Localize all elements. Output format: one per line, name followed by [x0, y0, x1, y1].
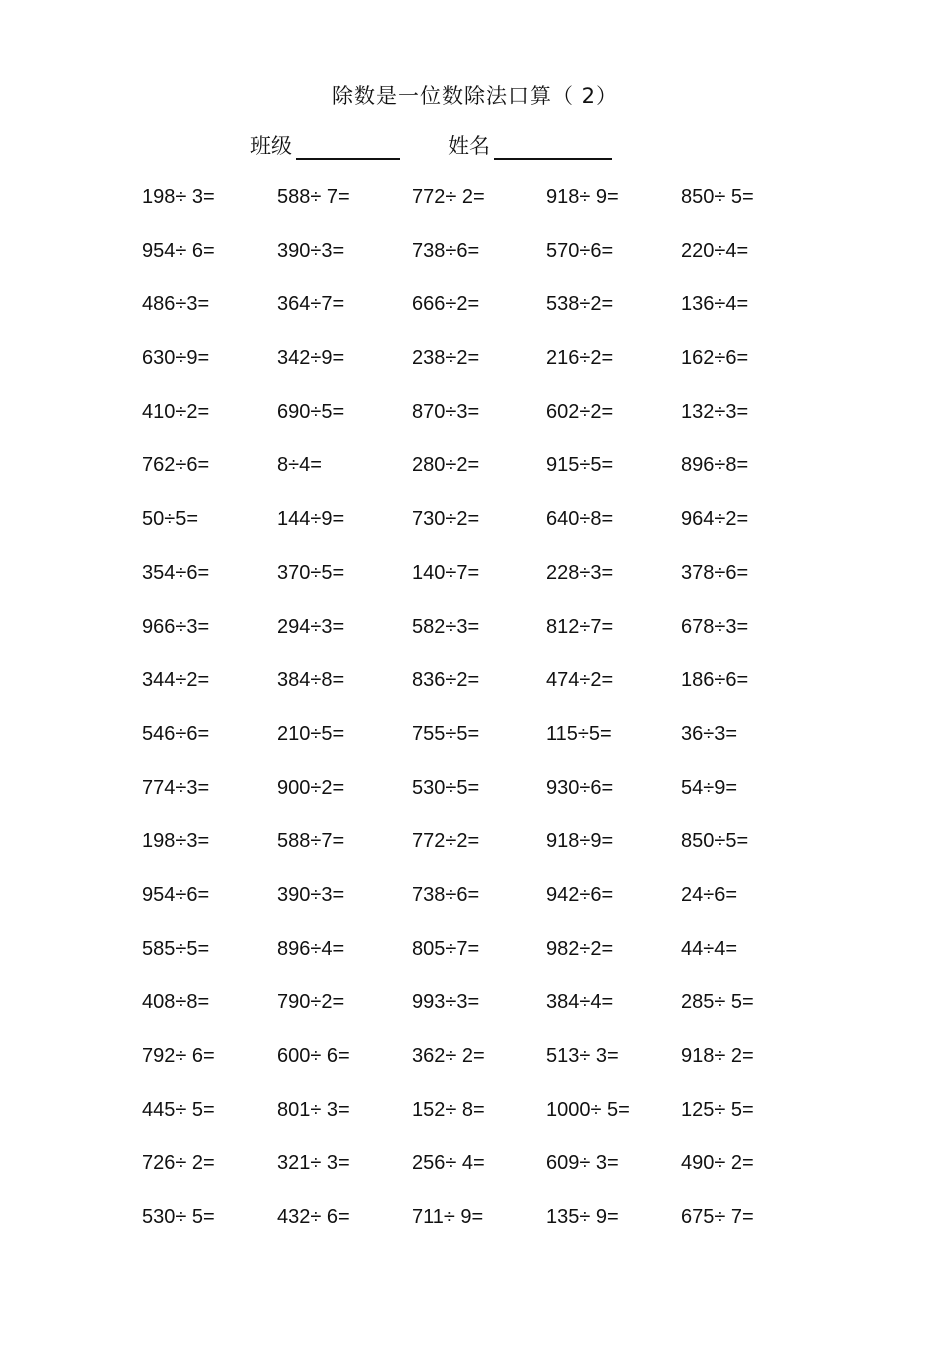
division-problem: 474÷2=	[546, 669, 614, 692]
division-problem: 582÷3=	[412, 615, 480, 638]
division-problem: 294÷3=	[277, 615, 345, 638]
division-problem: 364÷7=	[277, 293, 345, 316]
division-problem: 546÷6=	[142, 722, 210, 745]
division-problem: 432÷ 6=	[277, 1206, 350, 1229]
division-problem: 792÷ 6=	[142, 1045, 215, 1067]
division-problem: 726÷ 2=	[142, 1152, 215, 1175]
division-problem: 280÷2=	[412, 454, 480, 477]
division-problem: 390÷3=	[277, 239, 345, 262]
division-problem: 993÷3=	[412, 991, 480, 1014]
division-problem: 918÷ 2=	[681, 1045, 754, 1067]
division-problem: 228÷3=	[546, 561, 614, 584]
division-problem: 362÷ 2=	[412, 1045, 485, 1067]
division-problem: 609÷ 3=	[546, 1152, 619, 1175]
division-problem: 384÷4=	[546, 991, 614, 1014]
division-problem: 900÷2=	[277, 776, 345, 799]
division-problem: 930÷6=	[546, 776, 614, 799]
division-problem: 772÷2=	[412, 830, 480, 853]
division-problem: 410÷2=	[142, 400, 210, 423]
division-problem: 486÷3=	[142, 293, 210, 316]
division-problem: 666÷2=	[412, 293, 480, 316]
division-problem: 256÷ 4=	[412, 1152, 485, 1175]
division-problem: 210÷5=	[277, 722, 345, 745]
division-problem: 50÷5=	[142, 508, 199, 531]
division-problem: 755÷5=	[412, 722, 480, 745]
division-problem: 140÷7=	[412, 561, 480, 584]
division-problem: 132÷3=	[681, 400, 749, 423]
division-problem: 125÷ 5=	[681, 1098, 754, 1121]
division-problem: 964÷2=	[681, 508, 749, 531]
division-problem: 896÷4=	[277, 937, 345, 960]
division-problem: 54÷9=	[681, 776, 738, 799]
division-problem: 152÷ 8=	[412, 1098, 485, 1121]
division-problem: 513÷ 3=	[546, 1045, 619, 1067]
division-problem: 870÷3=	[412, 400, 480, 423]
division-problem: 954÷ 6=	[142, 239, 215, 262]
division-problem: 966÷3=	[142, 615, 210, 638]
division-problem: 216÷2=	[546, 347, 614, 370]
division-problem: 774÷3=	[142, 776, 210, 799]
name-label: 姓名	[448, 134, 490, 158]
division-problem: 836÷2=	[412, 669, 480, 692]
division-problem: 850÷5=	[681, 830, 749, 853]
division-problem: 730÷2=	[412, 508, 480, 531]
division-problem: 588÷ 7=	[277, 186, 350, 208]
division-problem: 711÷ 9=	[412, 1206, 484, 1229]
division-problem: 918÷9=	[546, 830, 614, 853]
division-problem: 801÷ 3=	[277, 1098, 350, 1121]
division-problem: 812÷7=	[546, 615, 614, 638]
division-problem: 602÷2=	[546, 400, 614, 423]
division-problem: 344÷2=	[142, 669, 210, 692]
division-problem: 630÷9=	[142, 347, 210, 370]
division-problem: 198÷ 3=	[142, 186, 215, 208]
division-problem: 678÷3=	[681, 615, 749, 638]
division-problem: 600÷ 6=	[277, 1045, 350, 1067]
division-problem: 942÷6=	[546, 883, 614, 906]
division-problem: 918÷ 9=	[546, 186, 619, 208]
division-problem: 36÷3=	[681, 722, 738, 745]
class-label: 班级	[250, 134, 292, 158]
division-problem: 538÷2=	[546, 293, 614, 316]
division-problem: 850÷ 5=	[681, 186, 754, 208]
division-problem: 384÷8=	[277, 669, 345, 692]
division-problem: 445÷ 5=	[142, 1098, 215, 1121]
division-problem: 570÷6=	[546, 239, 614, 262]
division-problem: 8÷4=	[277, 454, 322, 477]
division-problem: 408÷8=	[142, 991, 210, 1014]
problem-grid	[142, 180, 816, 1254]
division-problem: 238÷2=	[412, 347, 480, 370]
division-problem: 762÷6=	[142, 454, 210, 477]
division-problem: 321÷ 3=	[277, 1152, 350, 1175]
division-problem: 285÷ 5=	[681, 991, 754, 1014]
division-problem: 982÷2=	[546, 937, 614, 960]
division-problem: 585÷5=	[142, 937, 210, 960]
division-problem: 738÷6=	[412, 239, 480, 262]
division-problem: 588÷7=	[277, 830, 345, 853]
class-blank-line	[296, 134, 400, 160]
division-problem: 220÷4=	[681, 239, 749, 262]
division-problem: 186÷6=	[681, 669, 749, 692]
division-problem: 390÷3=	[277, 883, 345, 906]
division-problem: 805÷7=	[412, 937, 480, 960]
division-problem: 1000÷ 5=	[546, 1098, 630, 1121]
division-problem: 675÷ 7=	[681, 1206, 754, 1229]
division-problem: 690÷5=	[277, 400, 345, 423]
division-problem: 144÷9=	[277, 508, 345, 531]
name-blank-line	[494, 134, 612, 160]
division-problem: 896÷8=	[681, 454, 749, 477]
division-problem: 198÷3=	[142, 830, 210, 853]
division-problem: 790÷2=	[277, 991, 345, 1014]
division-problem: 640÷8=	[546, 508, 614, 531]
division-problem: 162÷6=	[681, 347, 749, 370]
division-problem: 135÷ 9=	[546, 1206, 619, 1229]
division-problem: 342÷9=	[277, 347, 345, 370]
division-problem: 490÷ 2=	[681, 1152, 754, 1175]
division-problem: 136÷4=	[681, 293, 749, 316]
student-info	[250, 130, 612, 160]
division-problem: 378÷6=	[681, 561, 749, 584]
division-problem: 530÷5=	[412, 776, 480, 799]
division-problem: 530÷ 5=	[142, 1206, 215, 1229]
division-problem: 738÷6=	[412, 883, 480, 906]
page-title: 除数是一位数除法口算（ 2）	[331, 84, 619, 108]
division-problem: 24÷6=	[681, 883, 738, 906]
division-problem: 44÷4=	[681, 937, 738, 960]
division-problem: 954÷6=	[142, 883, 210, 906]
division-problem: 772÷ 2=	[412, 186, 485, 208]
division-problem: 115÷5=	[546, 722, 612, 745]
division-problem: 370÷5=	[277, 561, 345, 584]
division-problem: 915÷5=	[546, 454, 614, 477]
division-problem: 354÷6=	[142, 561, 210, 584]
